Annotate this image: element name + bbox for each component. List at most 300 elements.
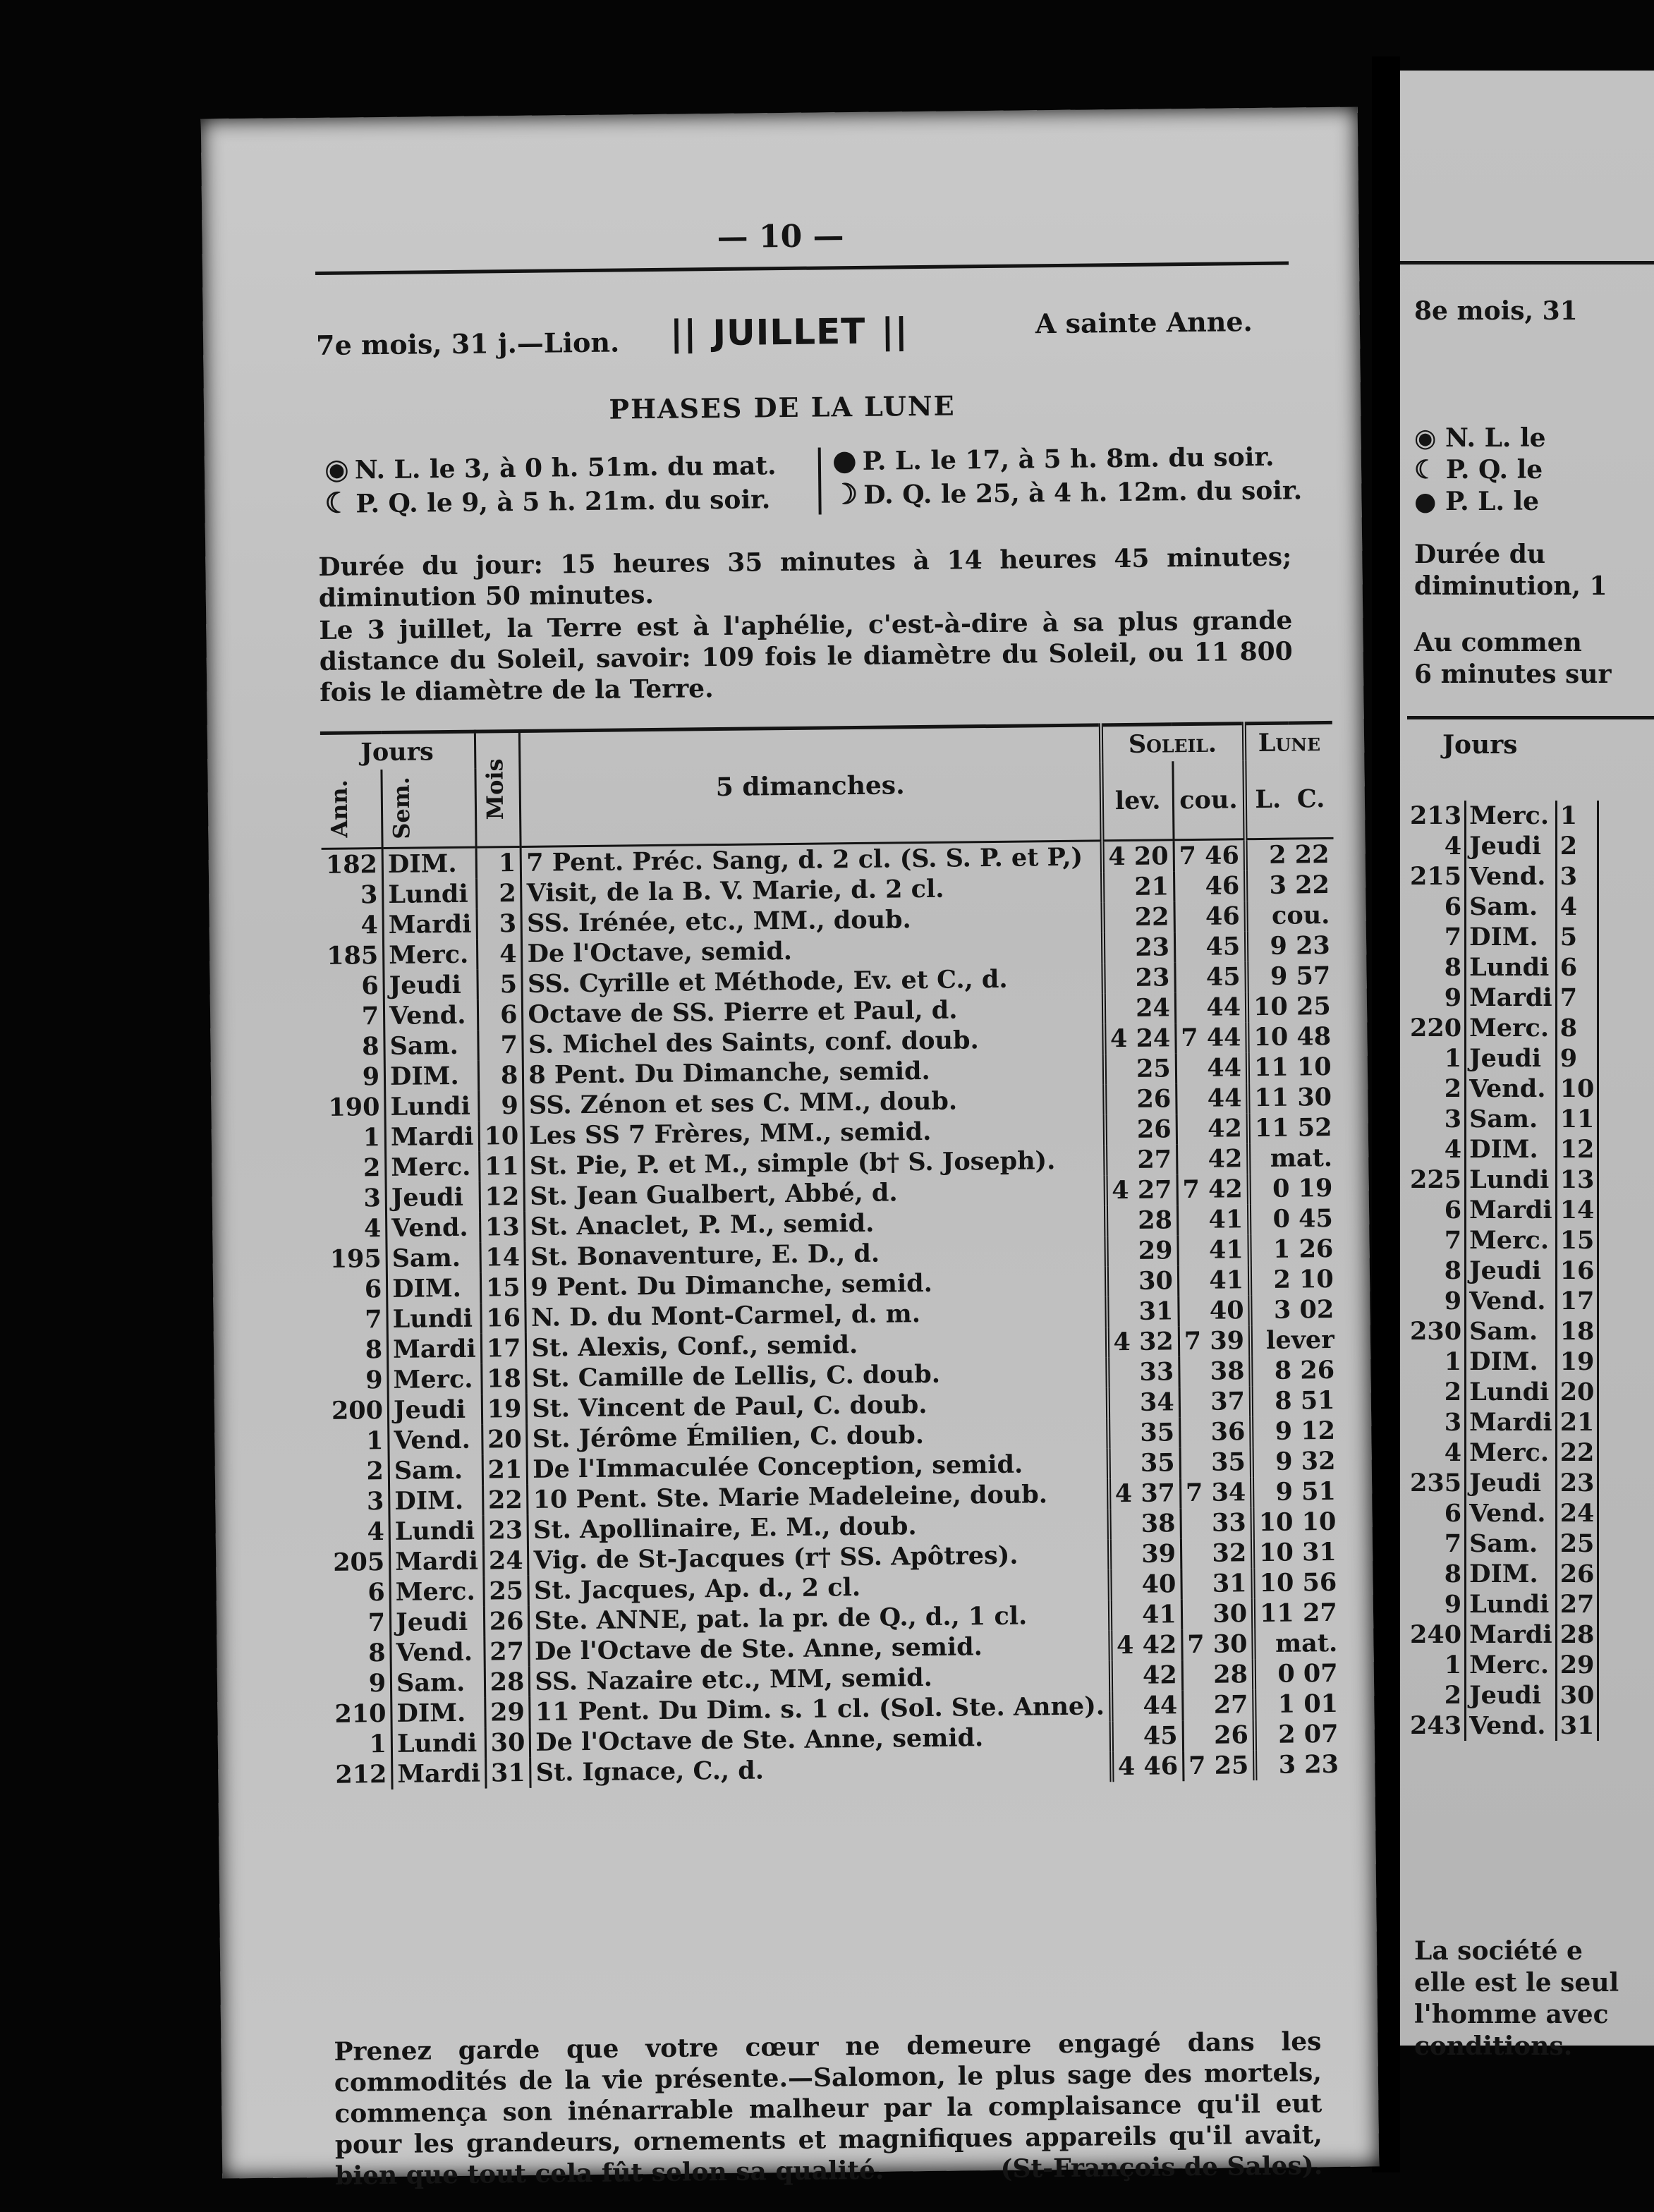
row-sem: Merc. [384, 940, 478, 971]
next-row-sem: Vend. [1466, 1710, 1557, 1741]
row-mois: 7 [478, 1030, 523, 1061]
table-row [1407, 1680, 1598, 1710]
row-moon: 10 48 [1253, 1021, 1332, 1052]
row-mois: 13 [480, 1212, 525, 1243]
next-row-ann: 8 [1407, 952, 1466, 983]
next-row-mois: 31 [1556, 1710, 1598, 1741]
next-row-ann: 4 [1407, 1134, 1466, 1165]
row-ann: 185 [322, 940, 384, 971]
next-phase-pq: ☾ P. Q. le [1414, 455, 1543, 485]
row-sem: DIM. [389, 1485, 483, 1517]
col-mois: Mois [475, 731, 521, 847]
row-sem: Sam. [387, 1243, 480, 1274]
next-row-sem: Lundi [1466, 1589, 1557, 1620]
row-moon: 11 30 [1254, 1082, 1332, 1113]
first-quarter-icon: ☾ [1414, 455, 1446, 485]
row-ann: 1 [327, 1426, 389, 1457]
row-sem: Mardi [383, 909, 477, 940]
next-footer-2: elle est le seul [1414, 1968, 1619, 1998]
next-row-ann: 220 [1407, 1013, 1466, 1043]
row-sun-rise: 35 [1108, 1417, 1180, 1448]
row-sun-set: 40 [1179, 1295, 1251, 1326]
next-row-sem: Mardi [1466, 1620, 1557, 1650]
next-row-ann: 1 [1407, 1650, 1466, 1680]
row-sun-set: 41 [1178, 1265, 1250, 1296]
row-desc: St. Camille de Lellis, C. doub. [526, 1357, 1107, 1394]
row-ann: 195 [325, 1244, 387, 1275]
next-row-ann: 9 [1407, 1589, 1466, 1620]
next-row-sem: Merc. [1466, 1225, 1557, 1256]
table-row [1407, 1347, 1598, 1377]
next-row-sem: Mardi [1466, 983, 1557, 1013]
row-mois: 6 [478, 999, 523, 1031]
row-sem: Merc. [386, 1152, 480, 1183]
row-desc: Vig. de St-Jacques (r† SS. Apôtres). [528, 1539, 1109, 1576]
row-sun-set: 45 [1174, 931, 1246, 962]
row-sun-rise: 42 [1110, 1660, 1182, 1691]
row-desc: St. Vincent de Paul, C. doub. [527, 1387, 1108, 1424]
row-desc: S. Michel des Saints, conf. doub. [523, 1023, 1104, 1060]
next-row-sem: Jeudi [1466, 831, 1557, 861]
row-sem: DIM. [387, 1273, 480, 1304]
row-sem: Mardi [387, 1334, 481, 1365]
row-sun-rise: 21 [1102, 871, 1174, 902]
month-info: 7e mois, 31 j.—Lion. [315, 326, 620, 361]
calendar-body [322, 838, 1344, 1789]
row-desc: St. Jean Gualbert, Abbé, d. [524, 1175, 1105, 1212]
row-sem: Sam. [391, 1667, 485, 1699]
table-row [1407, 1468, 1598, 1498]
table-row [1407, 861, 1598, 892]
row-sem: Vend. [391, 1637, 485, 1668]
next-row-sem: Lundi [1466, 1165, 1557, 1195]
row-sun-rise: 4 42 [1110, 1629, 1182, 1660]
next-row-ann: 7 [1407, 1529, 1466, 1559]
row-moon: 9 57 [1270, 961, 1331, 991]
row-sun-rise: 23 [1102, 932, 1174, 963]
row-desc: 9 Pent. Du Dimanche, semid. [525, 1266, 1107, 1303]
row-sun-set: 7 25 [1183, 1750, 1255, 1781]
row-moon: 9 51 [1275, 1476, 1337, 1507]
row-sem: Lundi [385, 1091, 479, 1122]
next-footer-4: conditions. [1414, 2031, 1573, 2061]
row-desc: St. Jacques, Ap. d., 2 cl. [528, 1569, 1109, 1606]
row-sun-set: 45 [1175, 961, 1247, 992]
row-ann: 1 [324, 1122, 386, 1153]
row-moon: 9 12 [1275, 1416, 1336, 1446]
row-moon: 2 10 [1273, 1264, 1334, 1294]
next-header-rule [1400, 261, 1654, 265]
row-mois: 20 [482, 1424, 527, 1455]
row-desc: SS. Irénée, etc., MM., doub. [521, 902, 1102, 939]
next-row-mois: 7 [1556, 983, 1598, 1013]
row-moon: 3 02 [1273, 1294, 1334, 1325]
col-sem: Sem. [382, 769, 476, 849]
next-row-mois: 24 [1556, 1498, 1598, 1529]
aphelion-text: Le 3 juillet, la Terre est à l'aphélie, c'est-à-dire à sa plus grande distance du Soleil, savoir: 109 fois le diamètre du Soleil, ou 11 800 fois le diamètre de la Terre. [319, 605, 1293, 707]
table-row [1407, 922, 1598, 952]
row-sun-rise: 40 [1109, 1569, 1181, 1600]
table-row [1407, 1134, 1598, 1165]
col-l: L. [1255, 784, 1282, 814]
row-sun-set: 27 [1182, 1689, 1254, 1720]
row-desc: St. Pie, P. et M., simple (b† S. Joseph). [524, 1145, 1105, 1181]
row-mois: 4 [477, 939, 522, 970]
col-soleil: Soleil. [1100, 724, 1244, 762]
row-mois: 28 [485, 1667, 530, 1698]
row-ann: 8 [329, 1638, 391, 1669]
next-row-ann: 6 [1407, 892, 1466, 922]
row-ann: 3 [325, 1183, 387, 1214]
next-row-sem: Sam. [1466, 1529, 1557, 1559]
row-moon: 3 22 [1269, 870, 1330, 900]
row-ann: 8 [327, 1335, 388, 1366]
row-sem: Merc. [390, 1576, 484, 1608]
next-row-sem: Merc. [1466, 801, 1557, 831]
row-sun-rise: 22 [1102, 901, 1174, 932]
next-row-sem: Jeudi [1466, 1256, 1557, 1286]
row-desc: SS. Cyrille et Méthode, Ev. et C., d. [522, 963, 1103, 999]
row-mois: 18 [481, 1363, 526, 1394]
next-row-ann: 9 [1407, 983, 1466, 1013]
row-sem: Lundi [391, 1728, 485, 1759]
row-sun-rise: 24 [1103, 992, 1175, 1023]
row-moon: mat. [1270, 1143, 1333, 1173]
row-mois: 19 [482, 1394, 527, 1425]
row-ann: 7 [326, 1304, 387, 1335]
row-mois: 26 [484, 1606, 529, 1637]
row-moon: 9 32 [1275, 1446, 1336, 1476]
row-ann: 210 [330, 1699, 391, 1730]
row-sun-rise: 26 [1105, 1114, 1176, 1145]
next-row-ann: 3 [1407, 1407, 1466, 1438]
row-ann: 212 [331, 1759, 392, 1790]
row-moon: 1 01 [1277, 1689, 1339, 1719]
next-page [1400, 71, 1654, 2061]
row-mois: 3 [477, 909, 522, 940]
table-row [1407, 1650, 1598, 1680]
row-moon: lever [1265, 1325, 1334, 1355]
table-row [1407, 1559, 1598, 1589]
next-row-mois: 14 [1556, 1195, 1598, 1225]
next-row-mois: 19 [1556, 1347, 1598, 1377]
next-row-sem: Merc. [1466, 1013, 1557, 1043]
col-lev: lev. [1101, 761, 1174, 841]
row-sun-rise: 38 [1109, 1508, 1181, 1539]
next-row-sem: Jeudi [1466, 1680, 1557, 1710]
row-sun-rise: 4 46 [1112, 1751, 1184, 1782]
row-sun-set: 46 [1174, 870, 1246, 901]
next-row-mois: 3 [1556, 861, 1598, 892]
row-mois: 10 [479, 1121, 524, 1152]
table-row [1407, 1620, 1598, 1650]
row-mois: 15 [480, 1272, 525, 1304]
col-lune: Lune [1258, 727, 1321, 758]
row-sun-rise: 31 [1107, 1296, 1179, 1327]
row-mois: 25 [484, 1576, 529, 1607]
row-ann: 1 [331, 1729, 392, 1760]
row-sun-rise: 23 [1103, 962, 1175, 993]
next-row-mois: 21 [1556, 1407, 1598, 1438]
row-moon: 10 56 [1259, 1567, 1337, 1598]
next-row-mois: 4 [1556, 892, 1598, 922]
col-cou: cou. [1173, 760, 1246, 840]
row-mois: 29 [485, 1697, 530, 1728]
row-moon: 10 10 [1258, 1507, 1337, 1538]
row-sun-set: 38 [1179, 1356, 1251, 1387]
phase-first-quarter: ☾ P. Q. le 9, à 5 h. 21m. du soir. [324, 485, 771, 520]
row-moon: 11 52 [1254, 1112, 1332, 1143]
next-row-mois: 26 [1556, 1559, 1598, 1589]
row-sun-rise: 44 [1111, 1690, 1183, 1721]
row-ann: 6 [326, 1274, 387, 1305]
next-row-mois: 22 [1556, 1438, 1598, 1468]
row-mois: 5 [478, 969, 523, 1000]
next-row-mois: 1 [1556, 801, 1598, 831]
next-col-jours: Jours [1442, 730, 1518, 760]
row-mois: 23 [483, 1515, 528, 1546]
row-sun-rise: 4 32 [1107, 1326, 1179, 1357]
next-row-mois: 8 [1556, 1013, 1598, 1043]
next-row-mois: 28 [1556, 1620, 1598, 1650]
next-row-mois: 16 [1556, 1256, 1598, 1286]
row-sun-set: 30 [1181, 1598, 1253, 1629]
row-desc: SS. Nazaire etc., MM, semid. [530, 1660, 1111, 1697]
table-row [1407, 801, 1598, 831]
row-sem: Mardi [392, 1758, 486, 1789]
row-sun-rise: 30 [1106, 1265, 1178, 1296]
next-row-sem: DIM. [1466, 1559, 1557, 1589]
table-row [1407, 1710, 1598, 1741]
row-ann: 4 [325, 1213, 387, 1244]
table-row [1407, 1316, 1598, 1347]
next-row-ann: 6 [1407, 1498, 1466, 1529]
next-row-sem: Jeudi [1466, 1043, 1557, 1074]
row-sun-set: 42 [1176, 1143, 1248, 1174]
calendar-table [320, 721, 1343, 1790]
row-moon: 9 23 [1270, 930, 1331, 961]
row-sem: Jeudi [384, 970, 478, 1001]
row-sem: Lundi [387, 1304, 481, 1335]
row-desc: De l'Octave de Ste. Anne, semid. [529, 1630, 1110, 1667]
row-sun-set: 41 [1177, 1204, 1249, 1235]
row-sun-rise: 29 [1106, 1235, 1178, 1266]
row-sun-rise: 45 [1111, 1720, 1183, 1751]
row-moon: 2 22 [1268, 839, 1330, 870]
row-mois: 17 [481, 1333, 526, 1364]
row-desc: 8 Pent. Du Dimanche, semid. [523, 1054, 1105, 1090]
next-row-sem: Lundi [1466, 952, 1557, 983]
next-row-ann: 8 [1407, 1559, 1466, 1589]
next-row-mois: 11 [1556, 1104, 1598, 1134]
next-row-mois: 9 [1556, 1043, 1598, 1074]
phases-title: PHASES DE LA LUNE [609, 389, 956, 425]
table-row [1407, 1589, 1598, 1620]
table-row [1407, 892, 1598, 922]
row-mois: 22 [482, 1485, 528, 1516]
next-row-sem: Merc. [1466, 1438, 1557, 1468]
row-sun-set: 7 34 [1180, 1477, 1252, 1508]
row-sun-set: 44 [1176, 1052, 1248, 1083]
row-sun-set: 7 39 [1179, 1325, 1251, 1356]
next-row-ann: 2 [1407, 1074, 1466, 1104]
next-row-ann: 235 [1407, 1468, 1466, 1498]
row-sem: DIM. [391, 1698, 485, 1729]
next-row-sem: Vend. [1466, 1498, 1557, 1529]
next-row-sem: Sam. [1466, 1104, 1557, 1134]
next-footer-1: La société e [1414, 1936, 1583, 1966]
table-row [1407, 1043, 1598, 1074]
row-desc: Visit, de la B. V. Marie, d. 2 cl. [521, 872, 1102, 909]
next-row-ann: 2 [1407, 1377, 1466, 1407]
next-row-sem: DIM. [1466, 1347, 1557, 1377]
col-jours: Jours [320, 731, 475, 770]
table-row [1407, 1286, 1598, 1316]
row-ann: 182 [322, 849, 383, 880]
phase-divider [818, 447, 822, 514]
row-desc: 10 Pent. Ste. Marie Madeleine, doub. [528, 1478, 1109, 1515]
row-mois: 2 [476, 878, 521, 909]
row-sun-rise: 41 [1109, 1599, 1181, 1630]
next-row-ann: 2 [1407, 1680, 1466, 1710]
next-comm-2: 6 minutes sur [1414, 660, 1612, 689]
row-moon: 2 07 [1278, 1719, 1339, 1749]
row-mois: 14 [480, 1242, 525, 1273]
row-sun-set: 7 30 [1182, 1629, 1254, 1660]
row-moon: 1 26 [1272, 1234, 1334, 1264]
phase-new-moon: ◉ N. L. le 3, à 0 h. 51m. du mat. [324, 451, 777, 486]
row-sem: Merc. [388, 1364, 482, 1395]
next-row-mois: 25 [1556, 1529, 1598, 1559]
table-row [1407, 1407, 1598, 1438]
row-sun-set: 33 [1181, 1507, 1253, 1538]
full-moon-icon: ● [832, 443, 858, 478]
next-row-sem: DIM. [1466, 1134, 1557, 1165]
next-footer-3: l'homme avec [1414, 2000, 1609, 2029]
next-row-mois: 5 [1556, 922, 1598, 952]
next-row-sem: Merc. [1466, 1650, 1557, 1680]
row-sem: Vend. [389, 1425, 482, 1456]
row-moon: 0 07 [1277, 1658, 1338, 1689]
row-moon: 8 26 [1274, 1355, 1335, 1385]
row-sun-set: 35 [1180, 1447, 1252, 1478]
next-duree-2: diminution, 1 [1414, 571, 1607, 601]
col-c: C. [1296, 784, 1325, 813]
row-mois: 9 [478, 1090, 523, 1122]
row-ann: 4 [329, 1517, 390, 1548]
row-ann: 190 [324, 1092, 385, 1123]
row-sem: Lundi [389, 1516, 483, 1547]
row-sun-rise: 33 [1107, 1356, 1179, 1387]
full-moon-icon: ● [1414, 487, 1445, 516]
row-sun-rise: 35 [1108, 1447, 1180, 1478]
next-row-mois: 13 [1556, 1165, 1598, 1195]
row-sun-rise: 28 [1106, 1205, 1178, 1236]
row-ann: 205 [329, 1547, 390, 1578]
next-row-ann: 1 [1407, 1347, 1466, 1377]
row-desc: 11 Pent. Du Dim. s. 1 cl. (Sol. Ste. Anne). [530, 1691, 1111, 1727]
next-row-ann: 6 [1407, 1195, 1466, 1225]
row-moon: 8 51 [1275, 1385, 1335, 1416]
next-row-mois: 12 [1556, 1134, 1598, 1165]
next-row-ann: 213 [1407, 801, 1466, 831]
row-sun-set: 32 [1181, 1538, 1253, 1569]
row-ann: 8 [323, 1031, 384, 1062]
row-ann: 3 [328, 1486, 389, 1517]
next-row-ann: 215 [1407, 861, 1466, 892]
row-mois: 16 [481, 1303, 526, 1334]
row-mois: 30 [485, 1727, 530, 1758]
next-row-mois: 15 [1556, 1225, 1598, 1256]
row-moon: 3 23 [1278, 1749, 1339, 1780]
row-ann: 2 [324, 1153, 386, 1184]
next-table-rule [1407, 716, 1654, 719]
row-sun-set: 44 [1175, 992, 1247, 1023]
row-sem: Mardi [390, 1546, 484, 1577]
row-sun-set: 26 [1183, 1720, 1255, 1751]
next-row-mois: 29 [1556, 1650, 1598, 1680]
next-row-ann: 4 [1407, 831, 1466, 861]
table-row [1407, 1256, 1598, 1286]
next-row-sem: Mardi [1466, 1407, 1557, 1438]
first-quarter-icon: ☾ [324, 486, 351, 520]
table-row [1407, 1438, 1598, 1468]
row-ann: 200 [327, 1395, 389, 1426]
row-sun-rise: 25 [1104, 1053, 1176, 1084]
row-mois: 21 [482, 1454, 528, 1485]
next-row-mois: 17 [1556, 1286, 1598, 1316]
next-phase-nl: ◉ N. L. le [1414, 423, 1546, 453]
row-ann: 9 [327, 1365, 388, 1396]
row-ann: 7 [323, 1001, 384, 1032]
row-desc: St. Anaclet, P. M., semid. [525, 1205, 1106, 1242]
row-sun-rise: 4 20 [1102, 840, 1174, 873]
row-mois: 8 [478, 1060, 523, 1091]
row-ann: 2 [328, 1456, 389, 1487]
table-row [1407, 1104, 1598, 1134]
next-row-sem: Lundi [1466, 1377, 1557, 1407]
row-moon: 0 19 [1272, 1173, 1333, 1203]
row-mois: 12 [480, 1181, 525, 1213]
table-row [1407, 1074, 1598, 1104]
table-row [1407, 952, 1598, 983]
row-sun-set: 42 [1176, 1113, 1248, 1144]
row-moon: 10 31 [1258, 1537, 1337, 1568]
row-sem: Jeudi [388, 1394, 482, 1426]
next-row-mois: 20 [1556, 1377, 1598, 1407]
row-sun-rise: 39 [1109, 1538, 1181, 1569]
table-row [1407, 1225, 1598, 1256]
row-ann: 7 [329, 1608, 391, 1639]
table-row [1407, 1498, 1598, 1529]
last-quarter-icon: ☽ [832, 477, 858, 511]
table-row [1407, 1013, 1598, 1043]
row-sun-set: 7 42 [1177, 1174, 1249, 1205]
next-row-sem: Sam. [1466, 892, 1557, 922]
row-sun-set: 36 [1179, 1416, 1251, 1447]
next-month-info: 8e mois, 31 [1414, 296, 1578, 326]
row-ann: 3 [322, 880, 383, 911]
next-calendar-body [1407, 801, 1598, 1741]
next-row-mois: 6 [1556, 952, 1598, 983]
next-row-ann: 1 [1407, 1043, 1466, 1074]
row-desc: N. D. du Mont-Carmel, d. m. [525, 1296, 1107, 1333]
row-moon: mat. [1275, 1628, 1338, 1658]
next-row-sem: Jeudi [1466, 1468, 1557, 1498]
row-sem: Jeudi [390, 1607, 484, 1638]
next-row-ann: 230 [1407, 1316, 1466, 1347]
next-row-sem: Vend. [1466, 1286, 1557, 1316]
